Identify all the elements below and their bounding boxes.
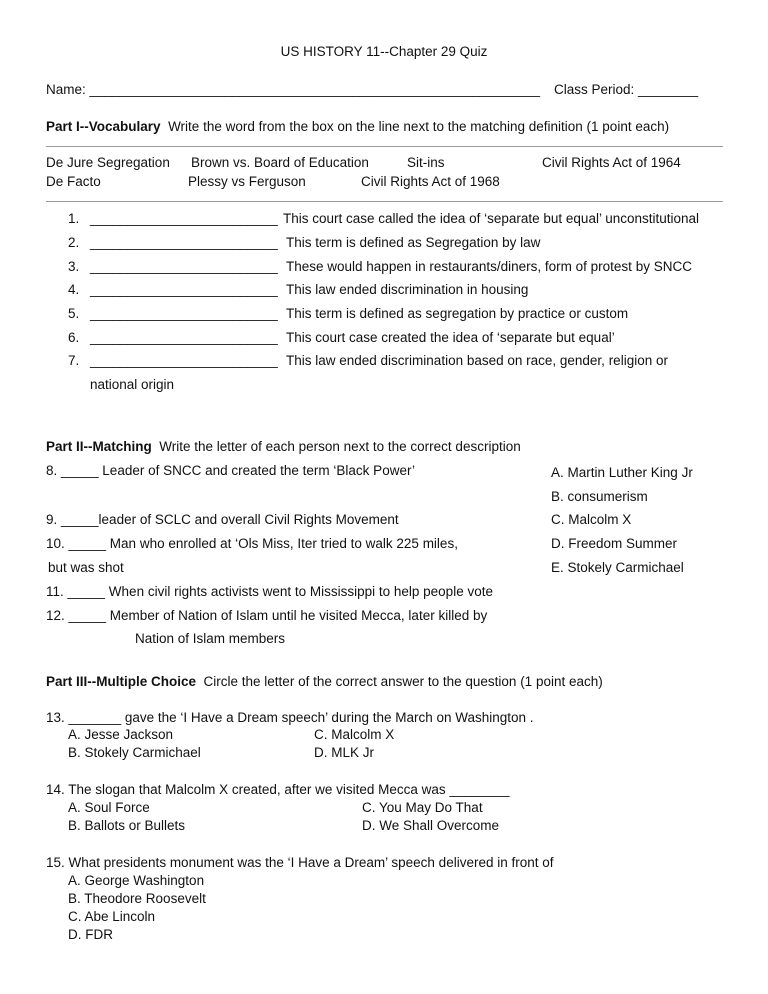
matching-option: A. Martin Luther King Jr	[551, 465, 693, 480]
matching-question-continued: Nation of Islam members	[135, 631, 286, 646]
matching-question: 8. _____ Leader of SNCC and created the term ‘Black Power’	[46, 463, 415, 478]
part1-heading: Part I--Vocabulary	[46, 119, 161, 134]
matching-option: E. Stokely Carmichael	[551, 560, 684, 575]
mc-option[interactable]: B. Theodore Roosevelt	[68, 891, 206, 906]
mc-option[interactable]: B. Stokely Carmichael	[68, 745, 201, 760]
word-bank-bottom-rule	[46, 201, 723, 202]
matching-question: 12. _____ Member of Nation of Islam until he visited Mecca, later killed by	[46, 608, 488, 623]
item-number: 2.	[68, 235, 80, 250]
word-bank-term: Civil Rights Act of 1968	[361, 174, 500, 189]
item-number: 3.	[68, 259, 80, 274]
item-definition: This law ended discrimination in housing	[286, 282, 529, 297]
answer-blank[interactable]: _________________________	[90, 282, 278, 297]
answer-blank[interactable]: _________________________	[90, 330, 278, 345]
word-bank-term: Sit-ins	[407, 155, 445, 170]
matching-question: 10. _____ Man who enrolled at ‘Ols Miss, Iter tried to walk 225 miles,	[46, 536, 458, 551]
mc-option[interactable]: B. Ballots or Bullets	[68, 818, 186, 833]
word-bank-top-rule	[46, 146, 723, 147]
matching-question: 11. _____ When civil rights activists went to Mississippi to help people vote	[46, 584, 493, 599]
word-bank-term: Plessy vs Ferguson	[188, 174, 306, 189]
mc-option[interactable]: C. You May Do That	[362, 800, 483, 815]
matching-question-continued: but was shot	[48, 560, 124, 575]
item-number: 5.	[68, 306, 80, 321]
item-number: 4.	[68, 282, 80, 297]
matching-question: 9. _____leader of SCLC and overall Civil Rights Movement	[46, 512, 399, 527]
part1-heading-line	[46, 119, 669, 134]
mc-option[interactable]: A. Soul Force	[68, 800, 150, 815]
word-bank-term: Brown vs. Board of Education	[191, 155, 369, 170]
item-definition: This court case called the idea of ‘separate but equal’ unconstitutional	[283, 211, 700, 226]
part1-instructions: Write the word from the box on the line next to the matching definition (1 point each)	[168, 119, 670, 134]
mc-question: 14. The slogan that Malcolm X created, after we visited Mecca was ________	[46, 782, 510, 797]
mc-option[interactable]: D. FDR	[68, 927, 113, 942]
item-definition: This law ended discrimination based on race, gender, religion or	[286, 353, 668, 368]
part3-heading: Part III--Multiple Choice	[46, 674, 197, 689]
item-definition: This term is defined as segregation by practice or custom	[286, 306, 629, 321]
item-definition: This term is defined as Segregation by law	[286, 235, 541, 250]
item-definition: These would happen in restaurants/diners, form of protest by SNCC	[286, 259, 692, 274]
part3-instructions: Circle the letter of the correct answer to the question (1 point each)	[203, 674, 603, 689]
mc-option[interactable]: C. Abe Lincoln	[68, 909, 156, 924]
mc-question: 13. _______ gave the ‘I Have a Dream speech’ during the March on Washington .	[46, 710, 534, 725]
word-bank-term: De Jure Segregation	[46, 155, 170, 170]
part3-heading-line	[46, 674, 603, 689]
answer-blank[interactable]: _________________________	[90, 353, 278, 368]
part2-instructions: Write the letter of each person next to the correct description	[159, 439, 521, 454]
item-number: 6.	[68, 330, 80, 345]
word-bank-term: De Facto	[46, 174, 101, 189]
mc-option[interactable]: C. Malcolm X	[314, 727, 395, 742]
item-number: 7.	[68, 353, 80, 368]
matching-option: D. Freedom Summer	[551, 536, 678, 551]
mc-option[interactable]: A. George Washington	[68, 873, 205, 888]
answer-blank[interactable]: _________________________	[90, 306, 278, 321]
item-number: 1.	[68, 211, 80, 226]
mc-option[interactable]: D. We Shall Overcome	[362, 818, 500, 833]
mc-question: 15. What presidents monument was the ‘I Have a Dream’ speech delivered in front of	[46, 855, 554, 870]
class-period-field[interactable]: Class Period: ________	[554, 82, 699, 97]
matching-option: B. consumerism	[551, 489, 648, 504]
mc-option[interactable]: A. Jesse Jackson	[68, 727, 174, 742]
item-definition: This court case created the idea of ‘separate but equal’	[286, 330, 615, 345]
word-bank-term: Civil Rights Act of 1964	[542, 155, 681, 170]
part2-heading: Part II--Matching	[46, 439, 152, 454]
name-field[interactable]: Name: ____________________________________________________________	[46, 82, 540, 97]
matching-option: C. Malcolm X	[551, 512, 632, 527]
answer-blank[interactable]: _________________________	[90, 259, 278, 274]
page-title: US HISTORY 11--Chapter 29 Quiz	[280, 44, 488, 59]
mc-option[interactable]: D. MLK Jr	[314, 745, 375, 760]
answer-blank[interactable]: _________________________	[90, 211, 278, 226]
part2-heading-line	[46, 439, 521, 454]
item-definition-continued: national origin	[90, 377, 175, 392]
answer-blank[interactable]: _________________________	[90, 235, 278, 250]
